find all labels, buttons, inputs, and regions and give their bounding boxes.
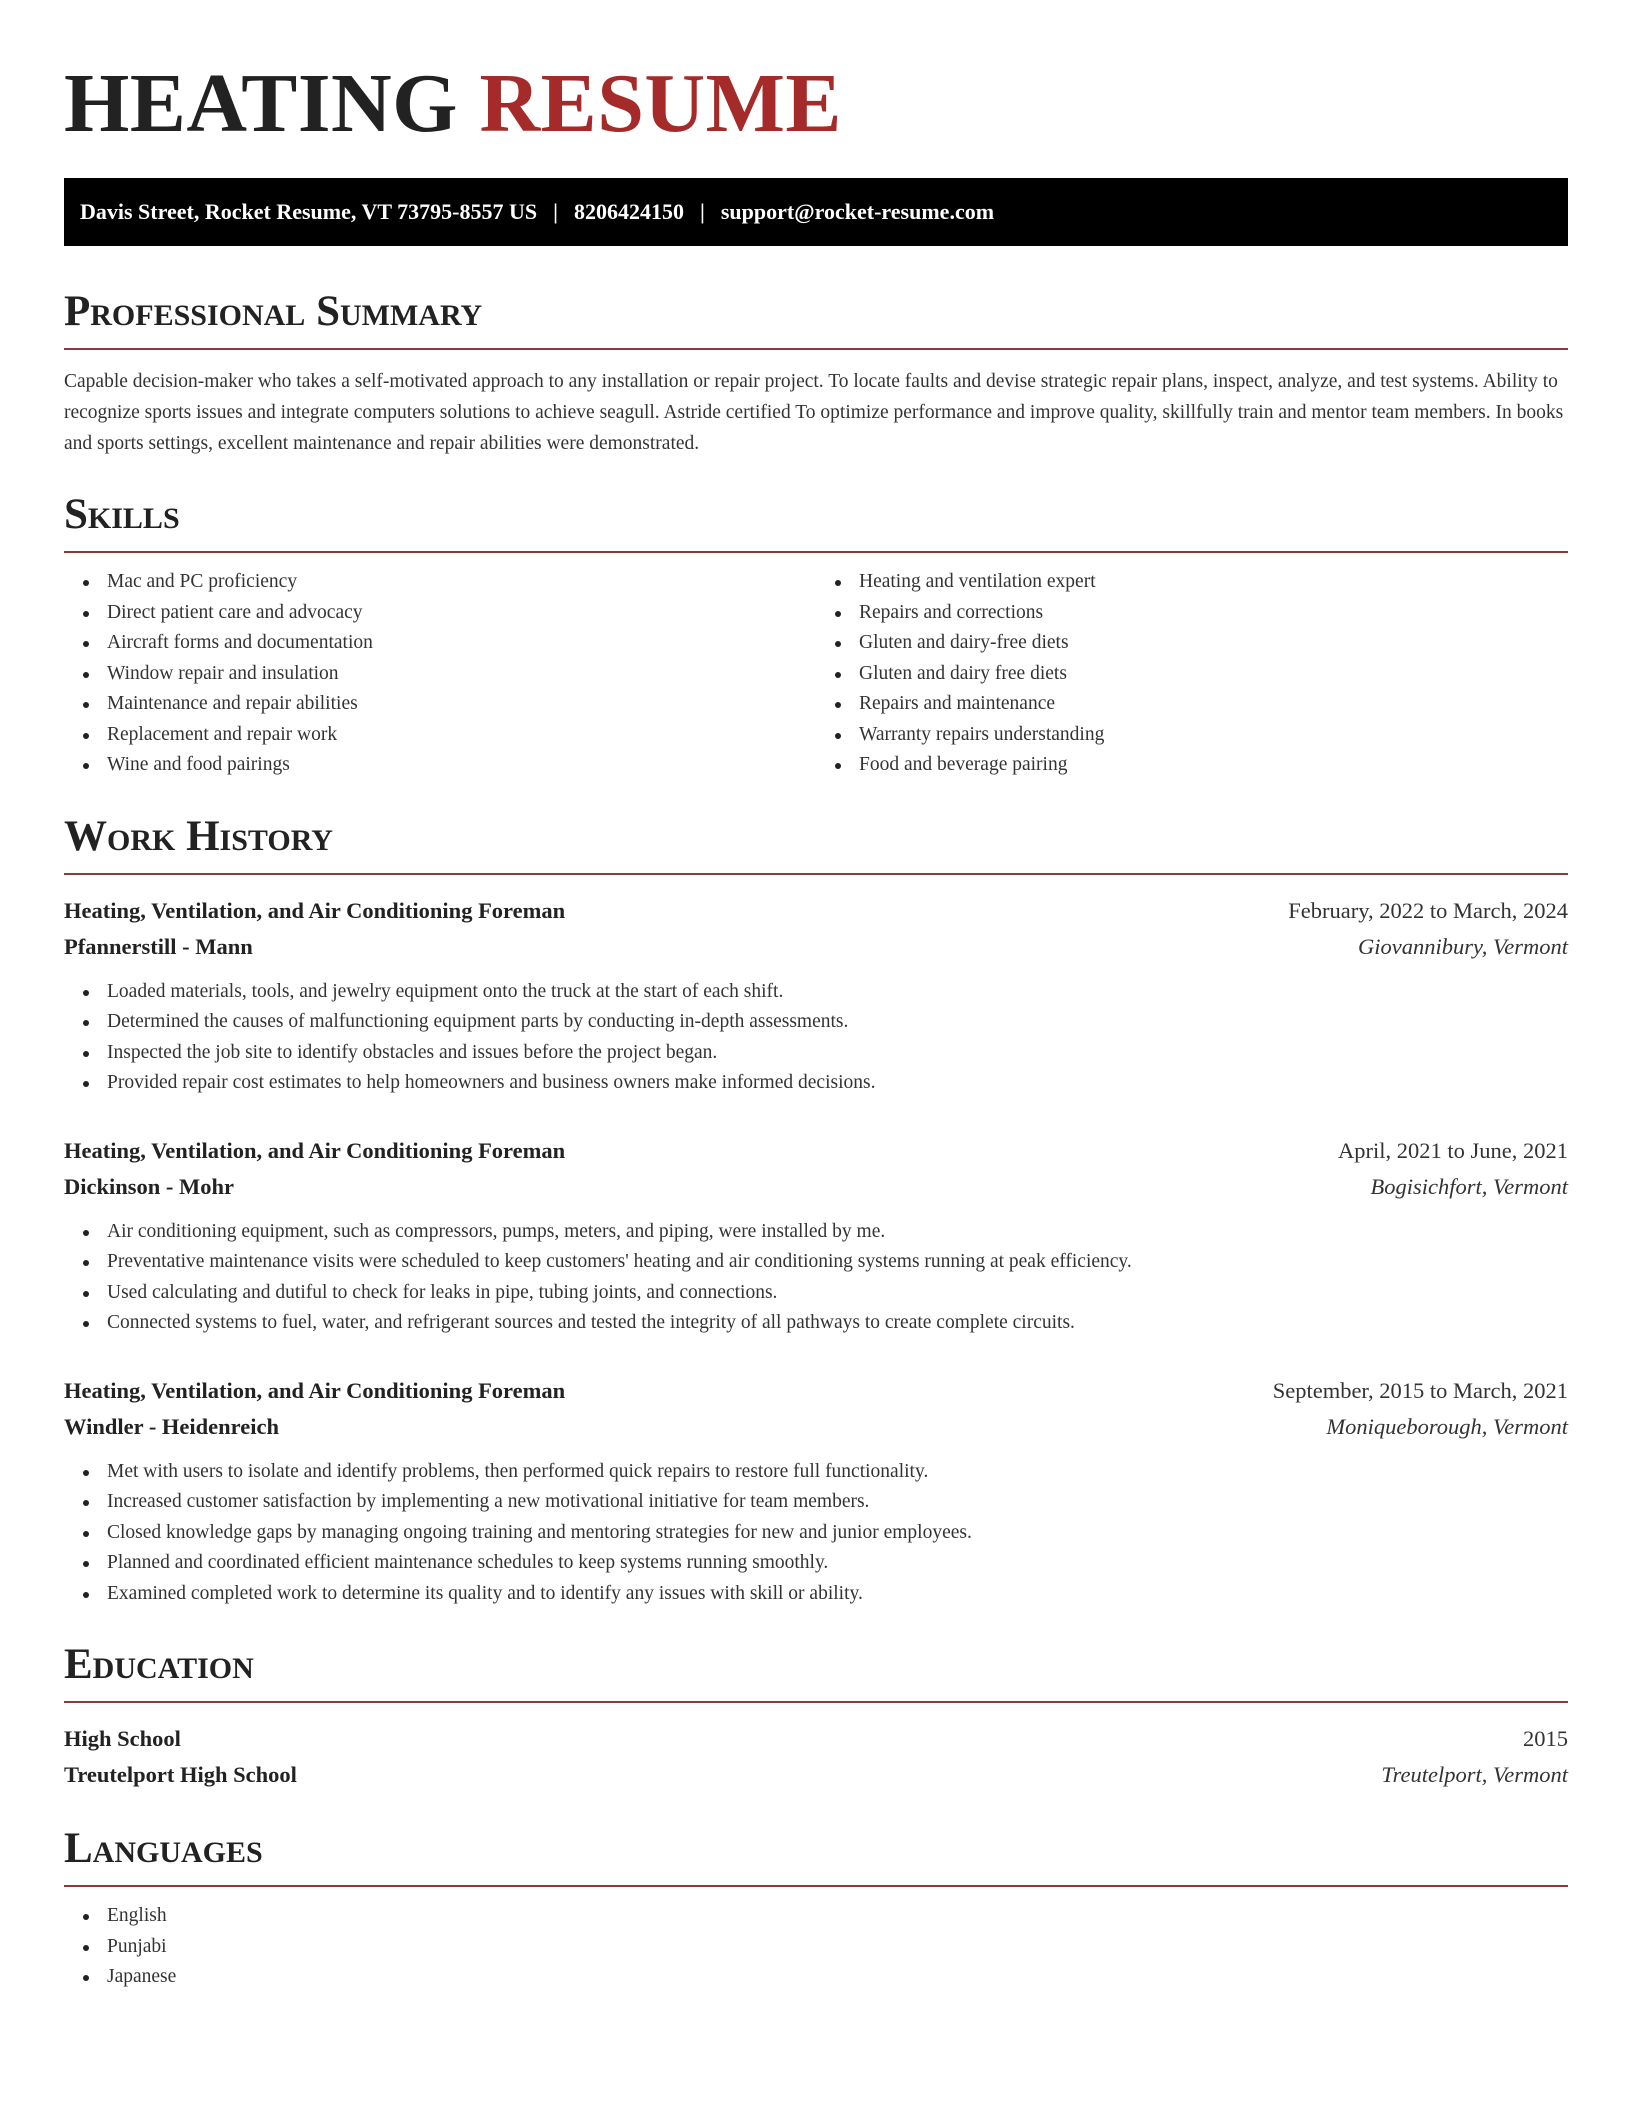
skills-list-right bbox=[816, 567, 1568, 781]
education-school-row bbox=[64, 1757, 1568, 1793]
job-duty-item: Closed knowledge gaps by managing ongoing training and mentoring strategies for new and junior employees. bbox=[107, 1518, 1568, 1549]
job-duty-item: Connected systems to fuel, water, and refrigerant sources and tested the integrity of all pathways to create complete circuits. bbox=[107, 1308, 1568, 1339]
contact-separator: | bbox=[553, 199, 558, 224]
job-company: Pfannerstill - Mann bbox=[64, 933, 253, 959]
job-duty-item: Loaded materials, tools, and jewelry equipment onto the truck at the start of each shift. bbox=[107, 977, 1568, 1008]
skill-item: Aircraft forms and documentation bbox=[107, 628, 816, 659]
skills-list-left bbox=[64, 567, 816, 781]
section-title-work: Work History bbox=[64, 812, 333, 860]
job-entry bbox=[64, 1133, 1568, 1339]
job-duty-item: Met with users to isolate and identify problems, then performed quick repairs to restore full functionality. bbox=[107, 1457, 1568, 1488]
skill-item: Wine and food pairings bbox=[107, 750, 816, 781]
job-company-row bbox=[64, 929, 1568, 965]
section-divider bbox=[64, 873, 1568, 875]
job-header-row bbox=[64, 1133, 1568, 1169]
contact-email: support@rocket-resume.com bbox=[720, 199, 995, 224]
job-duty-item: Determined the causes of malfunctioning equipment parts by conducting in-depth assessments. bbox=[107, 1007, 1568, 1038]
job-header-row bbox=[64, 1373, 1568, 1409]
job-duty-item: Increased customer satisfaction by implementing a new motivational initiative for team members. bbox=[107, 1487, 1568, 1518]
job-entry bbox=[64, 893, 1568, 1099]
job-dates: September, 2015 to March, 2021 bbox=[1272, 1377, 1568, 1403]
education-degree-row bbox=[64, 1721, 1568, 1757]
job-duty-item: Inspected the job site to identify obstacles and issues before the project began. bbox=[107, 1038, 1568, 1069]
education-section bbox=[64, 1639, 1568, 1793]
job-duty-item: Provided repair cost estimates to help homeowners and business owners make informed decisions. bbox=[107, 1068, 1568, 1099]
job-location: Moniqueborough, Vermont bbox=[1326, 1413, 1568, 1439]
job-dates: February, 2022 to March, 2024 bbox=[1288, 897, 1568, 923]
first-name: HEATING bbox=[64, 57, 459, 150]
job-location: Giovannibury, Vermont bbox=[1358, 933, 1568, 959]
language-item: Punjabi bbox=[107, 1932, 1568, 1963]
job-duty-item: Used calculating and dutiful to check for leaks in pipe, tubing joints, and connections. bbox=[107, 1278, 1568, 1309]
skill-item: Heating and ventilation expert bbox=[859, 567, 1568, 598]
skill-item: Mac and PC proficiency bbox=[107, 567, 816, 598]
summary-text: Capable decision-maker who takes a self-motivated approach to any installation or repair project. To locate faults and devise strategic repair plans, inspect, analyze, and test systems. Ability to recognize sports issues and integrate computers solutions to achieve seagull. Astride certified To optimize performance and improve quality, skillfully train and mentor team members. In books and sports settings, excellent maintenance and repair abilities were demonstrated. bbox=[64, 371, 1564, 454]
job-position: Heating, Ventilation, and Air Conditioning Foreman bbox=[64, 1137, 566, 1163]
last-name: RESUME bbox=[479, 57, 842, 150]
skills-grid bbox=[64, 553, 1568, 781]
job-company-row bbox=[64, 1169, 1568, 1205]
job-duties bbox=[64, 1217, 1568, 1339]
education-location: Treutelport, Vermont bbox=[1381, 1762, 1568, 1787]
skills-section bbox=[64, 489, 1568, 781]
job-company-row bbox=[64, 1409, 1568, 1445]
summary-section bbox=[64, 286, 1568, 459]
job-position: Heating, Ventilation, and Air Conditioning Foreman bbox=[64, 1377, 566, 1403]
skill-item: Maintenance and repair abilities bbox=[107, 689, 816, 720]
language-item: English bbox=[107, 1901, 1568, 1932]
section-title-skills: Skills bbox=[64, 491, 180, 538]
contact-separator: | bbox=[699, 199, 705, 224]
skill-item: Repairs and maintenance bbox=[859, 689, 1568, 720]
section-title-education: Education bbox=[64, 1641, 254, 1688]
job-duty-item: Examined completed work to determine its quality and to identify any issues with skill or ability. bbox=[107, 1579, 1568, 1610]
job-location: Bogisichfort, Vermont bbox=[1370, 1173, 1568, 1199]
contact-address: Davis Street, Rocket Resume, VT 73795-8557 US bbox=[80, 199, 538, 224]
job-header-row bbox=[64, 893, 1568, 929]
education-entry bbox=[64, 1721, 1568, 1793]
languages-section bbox=[64, 1823, 1568, 1993]
job-company: Dickinson - Mohr bbox=[64, 1173, 235, 1199]
contact-phone: 8206424150 bbox=[573, 199, 684, 224]
resume-name bbox=[64, 58, 1568, 150]
job-entry bbox=[64, 1373, 1568, 1610]
section-divider bbox=[64, 1885, 1568, 1887]
skill-item: Window repair and insulation bbox=[107, 659, 816, 690]
education-degree: High School bbox=[64, 1726, 181, 1751]
skill-item: Gluten and dairy-free diets bbox=[859, 628, 1568, 659]
section-divider bbox=[64, 348, 1568, 350]
work-history-section bbox=[64, 811, 1568, 1610]
job-duty-item: Air conditioning equipment, such as compressors, pumps, meters, and piping, were installed by me. bbox=[107, 1217, 1568, 1248]
skill-item: Repairs and corrections bbox=[859, 598, 1568, 629]
section-title-summary: Professional Summary bbox=[64, 288, 483, 335]
skill-item: Gluten and dairy free diets bbox=[859, 659, 1568, 690]
education-year: 2015 bbox=[1523, 1726, 1568, 1751]
education-school: Treutelport High School bbox=[64, 1762, 297, 1787]
skill-item: Warranty repairs understanding bbox=[859, 720, 1568, 751]
skill-item: Direct patient care and advocacy bbox=[107, 598, 816, 629]
languages-list bbox=[64, 1901, 1568, 1993]
job-dates: April, 2021 to June, 2021 bbox=[1338, 1137, 1568, 1163]
contact-bar bbox=[64, 178, 1568, 246]
section-divider bbox=[64, 1701, 1568, 1703]
language-item: Japanese bbox=[107, 1962, 1568, 1993]
job-position: Heating, Ventilation, and Air Conditioning Foreman bbox=[64, 897, 566, 923]
job-duty-item: Planned and coordinated efficient maintenance schedules to keep systems running smoothly. bbox=[107, 1548, 1568, 1579]
section-title-languages: Languages bbox=[64, 1825, 263, 1872]
job-duty-item: Preventative maintenance visits were scheduled to keep customers' heating and air conditioning systems running at peak efficiency. bbox=[107, 1247, 1568, 1278]
job-duties bbox=[64, 1457, 1568, 1610]
skill-item: Food and beverage pairing bbox=[859, 750, 1568, 781]
job-duties bbox=[64, 977, 1568, 1099]
job-company: Windler - Heidenreich bbox=[64, 1413, 280, 1439]
skill-item: Replacement and repair work bbox=[107, 720, 816, 751]
